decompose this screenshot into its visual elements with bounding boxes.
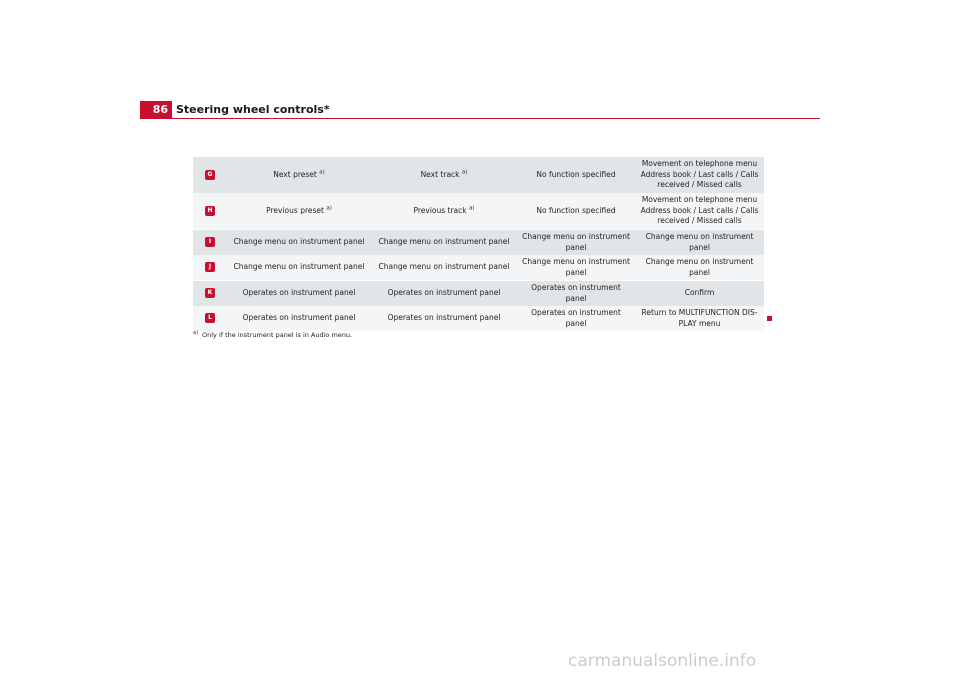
footnote-mark: a): [193, 329, 199, 336]
footnote-ref: a): [326, 205, 332, 212]
table-cell: Next preset $^{a)}$: [273, 169, 325, 179]
controls-table: [193, 157, 764, 331]
table-cell: Change menu on instrument panel: [227, 230, 371, 256]
table-cell: Operates on instrument panel: [227, 281, 371, 307]
key-badge-icon: H: [205, 206, 215, 216]
table-cell: Previous track $^{a)}$: [413, 205, 475, 215]
table-cell: Movement on telephone menu Address book / Last calls / Calls received / Missed calls: [640, 195, 759, 226]
table-cell: No function specified: [536, 205, 616, 215]
table-cell: Change menu on instrument panel: [371, 230, 517, 256]
footnote-text: Only if the instrument panel is in Audio menu.: [202, 331, 353, 339]
key-badge-icon: J: [205, 262, 215, 272]
key-cell: [193, 281, 227, 307]
table-cell: Operates on instrument panel: [531, 308, 621, 328]
footnote-ref: a): [319, 169, 325, 176]
table-row: [193, 230, 764, 256]
table-row: [193, 306, 764, 331]
page-header: [140, 101, 820, 119]
table-cell: Change menu on instrument panel: [233, 262, 365, 272]
key-badge-icon: L: [205, 313, 215, 323]
key-badge-icon: K: [205, 288, 215, 298]
table-cell: Next track $^{a)}$: [420, 169, 468, 179]
key-cell: [193, 306, 227, 331]
page-number: 86: [140, 101, 172, 119]
table-row: [193, 281, 764, 307]
table-cell: Operates on instrument panel: [387, 313, 501, 323]
page-title: Steering wheel controls*: [176, 103, 330, 116]
watermark: carmanualsonline.info: [568, 651, 757, 671]
table-cell: Operates on instrument panel: [242, 313, 356, 323]
key-cell: [193, 157, 227, 193]
table-cell: Change menu on instrument panel: [517, 230, 635, 256]
footnote-ref: a): [461, 169, 468, 176]
footnote: [193, 331, 352, 339]
table-cell: Operates on instrument panel: [371, 281, 517, 307]
table-cell: Return to MULTIFUNCTION DIS- PLAY menu: [641, 308, 758, 328]
table-cell: Change menu on instrument panel: [645, 257, 754, 277]
table-cell: Confirm: [635, 281, 764, 307]
table-row: [193, 255, 764, 281]
table-cell: Change menu on instrument panel: [635, 230, 764, 256]
table-row: [193, 157, 764, 193]
footnote-ref: a): [469, 205, 475, 212]
key-cell: [193, 230, 227, 256]
key-badge-icon: G: [205, 170, 215, 180]
table-cell: Previous preset $^{a)}$: [266, 205, 332, 215]
header-divider: [140, 118, 820, 119]
table-cell: No function specified: [536, 169, 616, 179]
key-badge-icon: I: [205, 237, 215, 247]
table-row: [193, 193, 764, 230]
table-cell: Movement on telephone menu Address book / Last calls / Calls received / Missed calls: [640, 159, 759, 190]
key-cell: [193, 193, 227, 230]
section-end-icon: [767, 316, 772, 321]
table-cell: Change menu on instrument panel: [522, 257, 630, 277]
key-cell: [193, 255, 227, 281]
table-cell: Change menu on instrument panel: [378, 262, 510, 272]
table-cell: Operates on instrument panel: [517, 281, 635, 307]
